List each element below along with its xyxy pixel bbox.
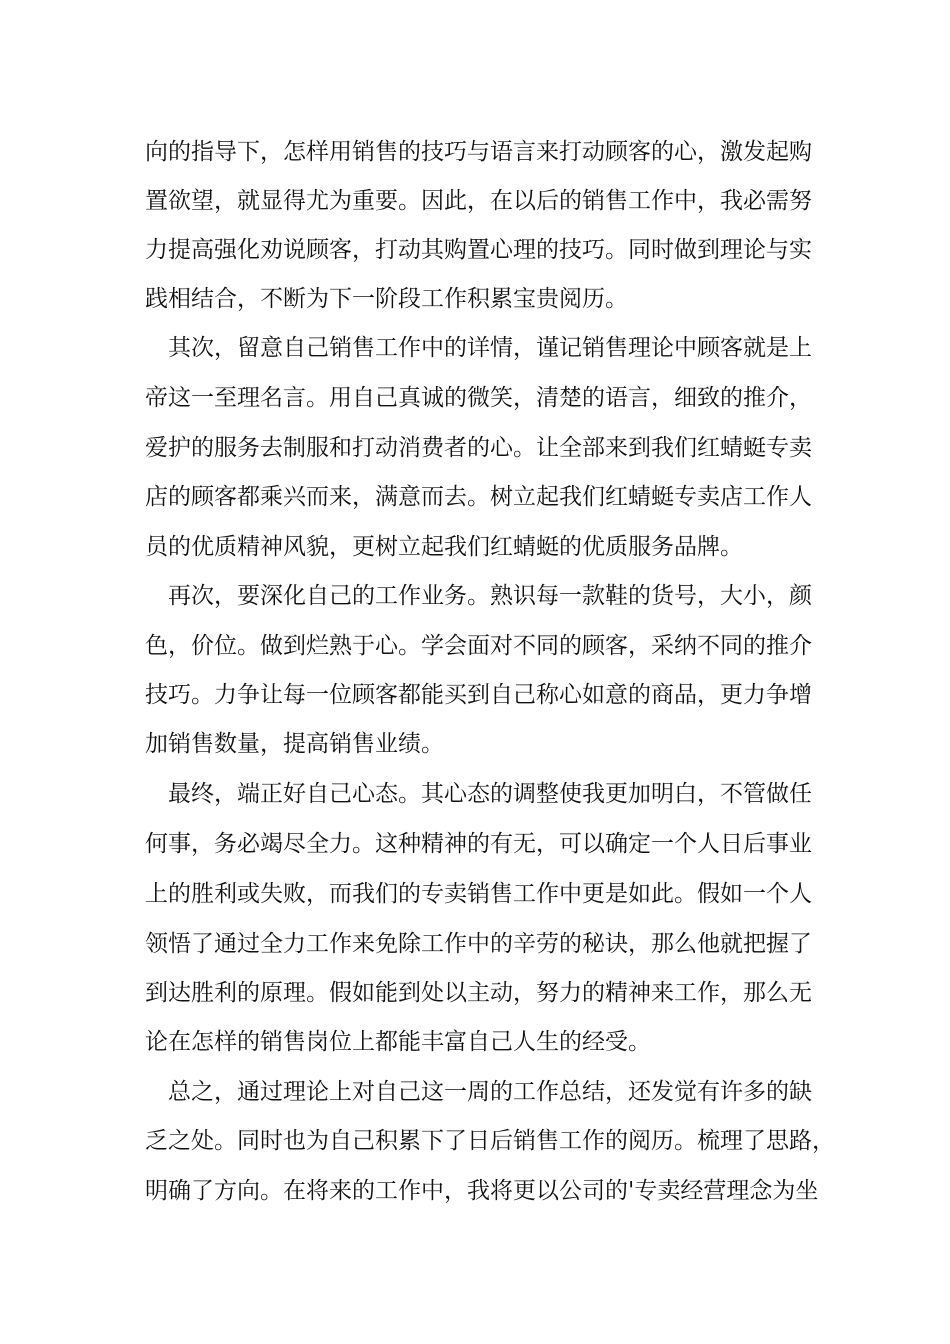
text-line: 加销售数量，提高销售业绩。 [145,731,444,757]
text-line: 论在怎样的销售岗位上都能丰富自己人生的经受。 [145,1029,651,1055]
paragraph-start: 总之，通过理论上对自己这一周的工作总结，还发觉有许多的缺 [168,1079,812,1105]
text-line: 力提高强化劝说顾客，打动其购置心理的技巧。同时做到理论与实 [145,237,812,263]
text-line: 帝这一至理名言。用自己真诚的微笑，清楚的语言，细致的推介， [145,385,812,411]
text-line: 明确了方向。在将来的工作中，我将更以公司的'专卖经营理念为坐 [145,1178,819,1204]
text-line: 到达胜利的原理。假如能到处以主动，努力的精神来工作，那么无 [145,980,812,1006]
text-line: 领悟了通过全力工作来免除工作中的辛劳的秘诀，那么他就把握了 [145,931,812,957]
text-line: 乏之处。同时也为自己积累下了日后销售工作的阅历。梳理了思路， [145,1128,835,1154]
text-line: 色，价位。做到烂熟于心。学会面对不同的顾客，采纳不同的推介 [145,633,812,659]
text-line: 上的胜利或失败，而我们的专卖销售工作中更是如此。假如一个人 [145,881,812,907]
text-line: 何事，务必竭尽全力。这种精神的有无，可以确定一个人日后事业 [145,831,812,857]
text-line: 践相结合，不断为下一阶段工作积累宝贵阅历。 [145,286,628,312]
text-line: 向的指导下，怎样用销售的技巧与语言来打动顾客的心，激发起购 [145,139,812,165]
paragraph-start: 其次，留意自己销售工作中的详情，谨记销售理论中顾客就是上 [168,335,812,361]
text-line: 店的顾客都乘兴而来，满意而去。树立起我们红蜻蜓专卖店工作人 [145,484,812,510]
paragraph-start: 再次，要深化自己的工作业务。熟识每一款鞋的货号，大小，颜 [168,583,812,609]
text-line: 技巧。力争让每一位顾客都能买到自己称心如意的商品，更力争增 [145,682,812,708]
text-line: 爱护的服务去制服和打动消费者的心。让全部来到我们红蜻蜓专卖 [145,435,812,461]
text-line: 置欲望，就显得尤为重要。因此，在以后的销售工作中，我必需努 [145,188,812,214]
text-line: 员的优质精神风貌，更树立起我们红蜻蜓的优质服务品牌。 [145,534,743,560]
paragraph-start: 最终，端正好自己心态。其心态的调整使我更加明白，不管做任 [168,781,812,807]
